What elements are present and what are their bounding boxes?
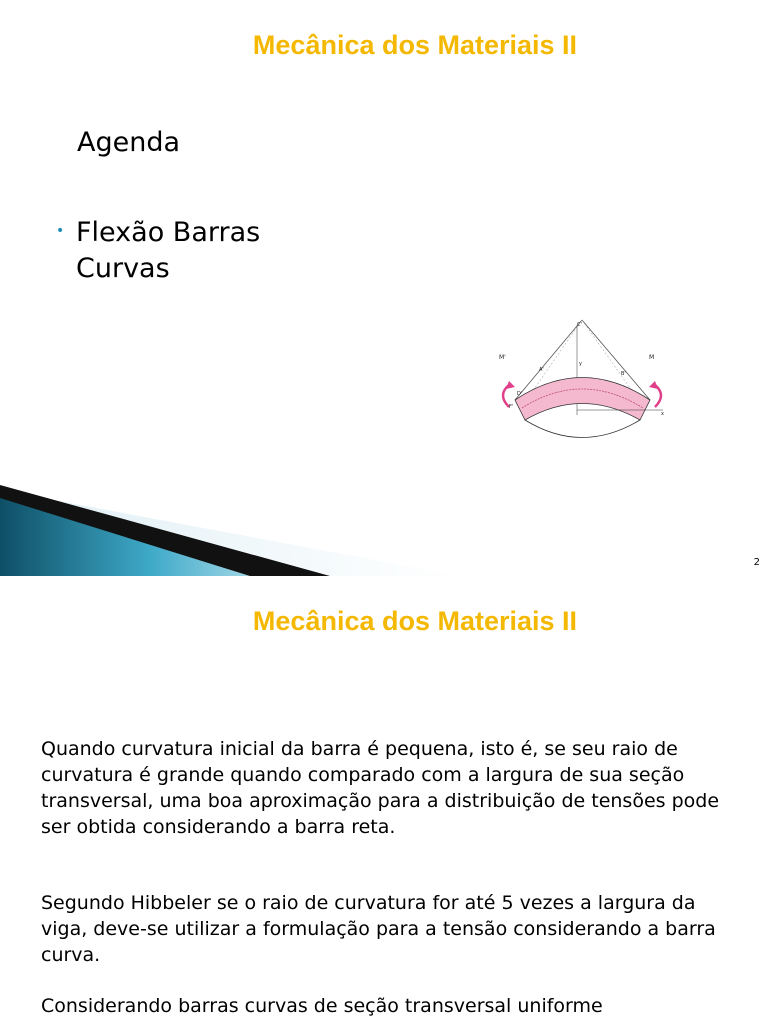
bullet-item <box>56 215 316 287</box>
agenda-heading: Agenda <box>77 127 181 158</box>
slide-title: Mecânica dos Materiais II <box>252 30 578 60</box>
body-paragraph: Quando curvatura inicial da barra é pequena, isto é, se seu raio de curvatura é grande quando comparado com a largura de sua seção transversal, uma boa aproximação para a distribuição de tensões pode ser obtida considerando a barra reta. <box>41 738 720 838</box>
curved-beam-figure <box>495 315 670 440</box>
figure-label: D' <box>517 391 523 397</box>
decorative-swoosh <box>0 480 460 576</box>
body-paragraph: Considerando barras curvas de seção transversal uniforme <box>41 995 603 1017</box>
page-number: 2 <box>753 557 760 568</box>
figure-label: B' <box>621 371 626 377</box>
figure-label: x <box>661 411 664 417</box>
slide-title: Mecânica dos Materiais II <box>252 606 578 636</box>
slide-2 <box>0 576 768 1024</box>
figure-label: A' <box>539 367 544 373</box>
body-paragraph: Segundo Hibbeler se o raio de curvatura for até 5 vezes a largura da viga, deve-se utilizar a formulação para a tensão considerando a barra curva. <box>41 892 716 966</box>
figure-label: y <box>579 361 582 367</box>
figure-label: F' <box>509 404 514 410</box>
figure-label: C' <box>577 322 582 328</box>
bullet-dot-icon: • <box>56 223 65 239</box>
figure-label: M <box>649 354 655 361</box>
bullet-text: Flexão Barras Curvas <box>76 217 261 284</box>
figure-label: M' <box>499 354 506 361</box>
